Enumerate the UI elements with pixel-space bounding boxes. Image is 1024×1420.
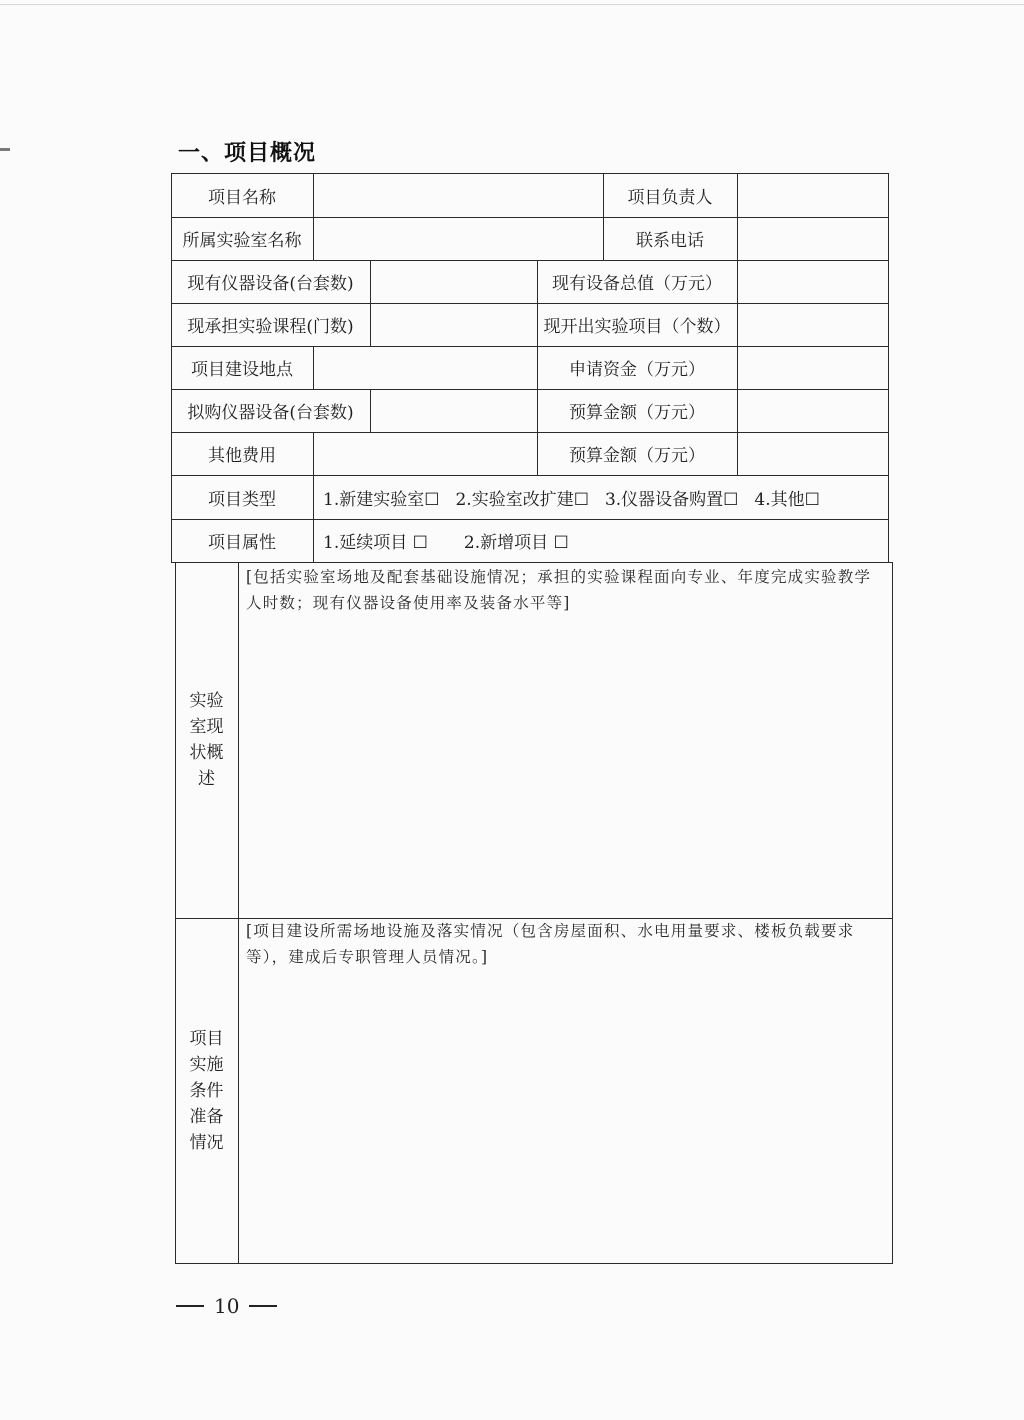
label-budget-amount-other: 预算金额（万元） xyxy=(569,446,705,466)
option-new-project[interactable]: 2.新增项目 ☐ xyxy=(463,533,569,553)
option-continued-project[interactable]: 1.延续项目 ☐ xyxy=(323,533,428,553)
implementation-input-area[interactable] xyxy=(240,975,890,1261)
field-requested-funds[interactable] xyxy=(737,346,889,389)
label-equipment-total-value: 现有设备总值（万元） xyxy=(552,274,722,294)
field-budget-amount-equipment[interactable] xyxy=(737,389,889,432)
field-budget-amount-other[interactable] xyxy=(737,432,889,475)
label-existing-equipment: 现有仪器设备(台套数) xyxy=(187,274,354,294)
label-project-attribute: 项目属性 xyxy=(208,533,276,553)
label-budget-amount-equipment: 预算金额（万元） xyxy=(569,403,705,423)
label-project-leader: 项目负责人 xyxy=(627,187,713,208)
field-existing-equipment[interactable] xyxy=(370,260,537,303)
field-construction-site[interactable] xyxy=(313,346,537,389)
label-requested-funds: 申请资金（万元） xyxy=(569,360,705,380)
page-number xyxy=(176,1294,277,1318)
label-experiment-items: 现开出实验项目（个数） xyxy=(543,317,731,337)
project-attribute-options xyxy=(313,519,889,562)
label-planned-equipment: 拟购仪器设备(台套数) xyxy=(187,403,354,423)
option-other[interactable]: 4.其他☐ xyxy=(754,489,820,510)
label-implementation-conditions: 项目 实施 条件 准备 情况 xyxy=(189,1029,224,1153)
field-current-courses[interactable] xyxy=(370,303,537,346)
scan-edge-mark xyxy=(0,148,10,151)
field-planned-equipment[interactable] xyxy=(370,389,537,432)
label-project-type: 项目类型 xyxy=(208,489,276,510)
field-contact-phone[interactable] xyxy=(737,217,889,260)
col-divider xyxy=(238,562,239,1264)
label-construction-site: 项目建设地点 xyxy=(191,360,293,380)
field-project-leader[interactable] xyxy=(737,173,889,217)
section-title: 一、项目概况 xyxy=(178,141,317,166)
option-equipment-purchase[interactable]: 3.仪器设备购置☐ xyxy=(604,489,739,510)
lab-status-input-area[interactable] xyxy=(240,620,890,916)
page-number-dash-left xyxy=(176,1305,204,1307)
field-project-name[interactable] xyxy=(313,173,603,217)
field-experiment-items[interactable] xyxy=(737,303,889,346)
field-equipment-total-value[interactable] xyxy=(737,260,889,303)
page-number-value: 10 xyxy=(214,1294,240,1318)
field-other-costs[interactable] xyxy=(313,432,537,475)
label-contact-phone: 联系电话 xyxy=(636,231,704,251)
label-other-costs: 其他费用 xyxy=(208,446,276,466)
lab-status-instructions: [包括实验室场地及配套基础设施情况；承担的实验课程面向专业、年度完成实验教学人时数；现有仪器设备使用率及装备水平等] xyxy=(246,568,872,612)
project-type-options xyxy=(313,475,889,519)
label-lab-name: 所属实验室名称 xyxy=(182,231,302,251)
implementation-instructions: [项目建设所需场地设施及落实情况（包含房屋面积、水电用量要求、楼板负载要求等），建成后专职管理人员情况。] xyxy=(246,922,855,966)
option-new-lab[interactable]: 1.新建实验室☐ xyxy=(323,489,440,510)
option-lab-expansion[interactable]: 2.实验室改扩建☐ xyxy=(455,489,589,510)
scan-edge-line xyxy=(0,4,1024,5)
label-current-courses: 现承担实验课程(门数) xyxy=(187,317,354,337)
label-lab-status: 实验 室现 状概 述 xyxy=(189,691,224,789)
label-project-name: 项目名称 xyxy=(208,187,276,208)
page-number-dash-right xyxy=(249,1305,277,1307)
field-lab-name[interactable] xyxy=(313,217,603,260)
